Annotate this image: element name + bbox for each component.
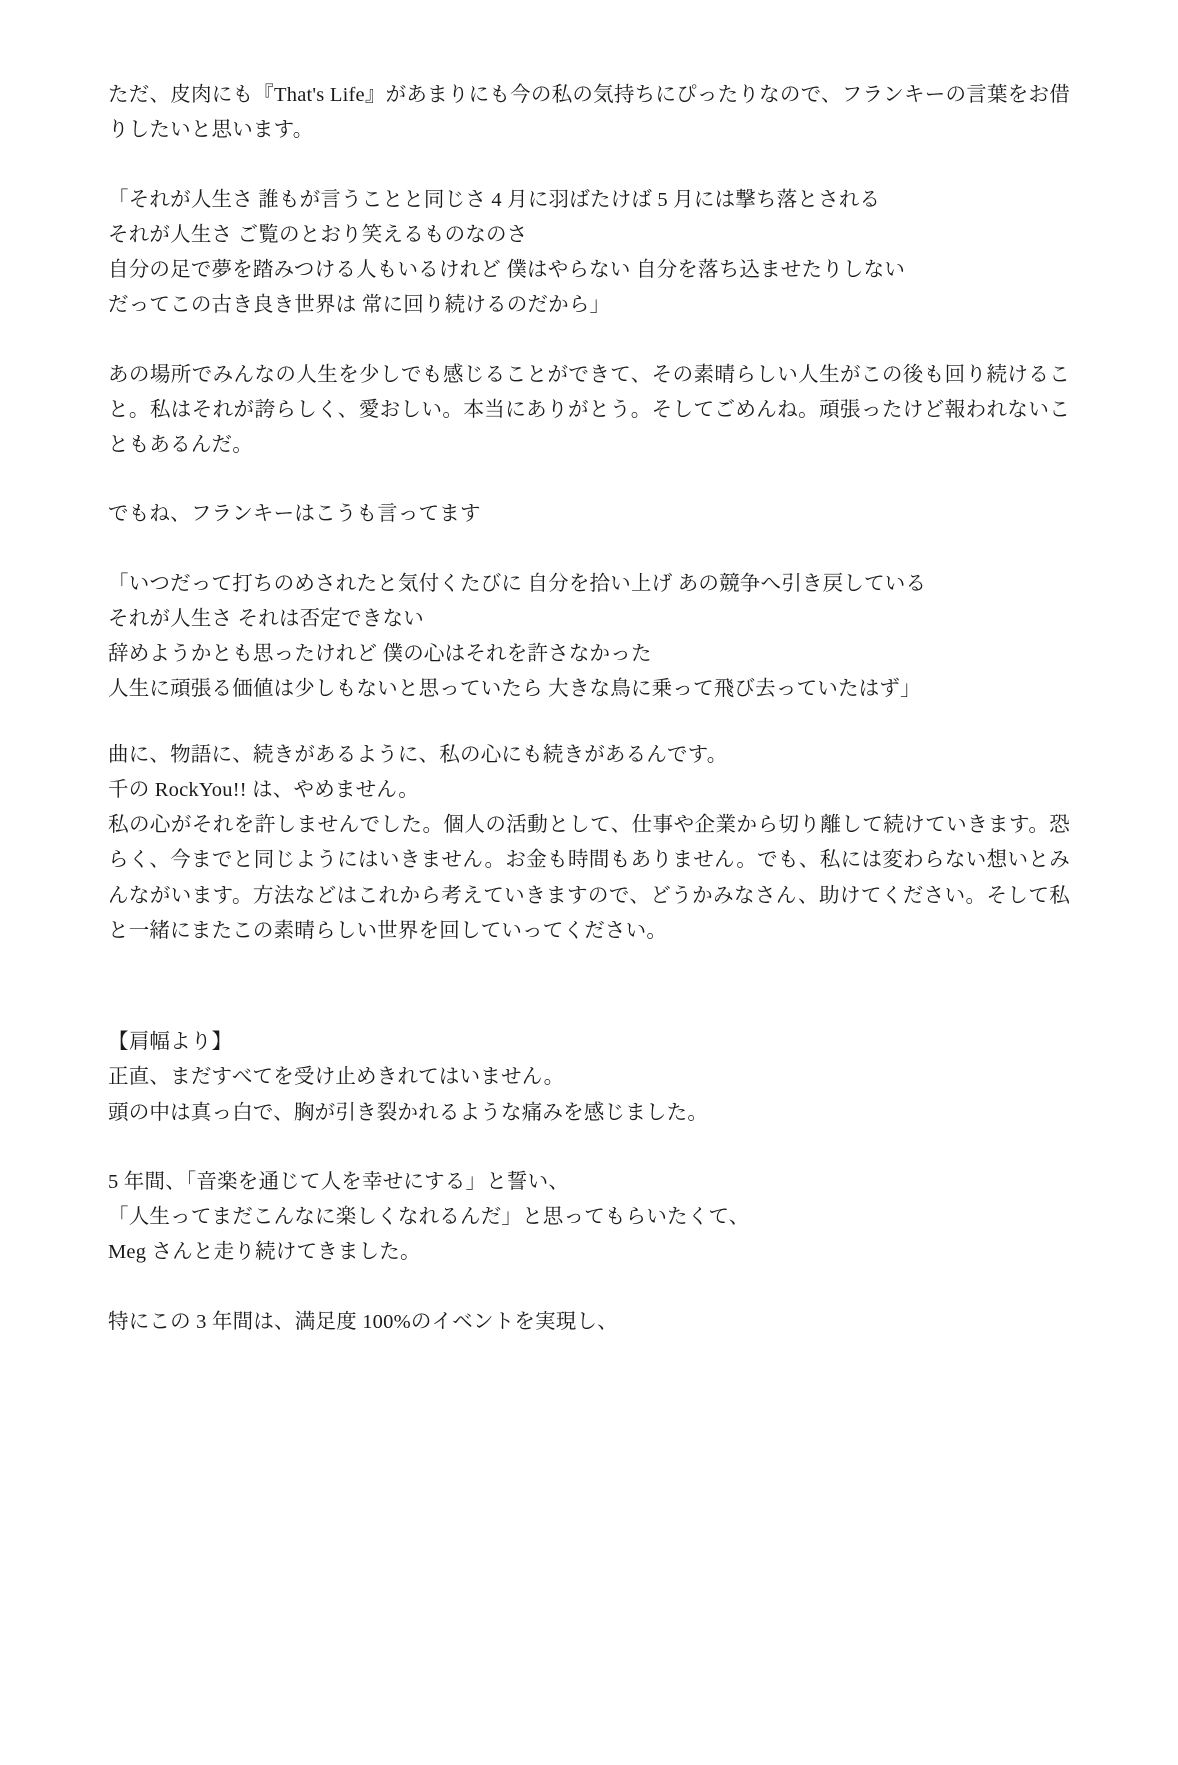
paragraph-spacer: [108, 1131, 1070, 1165]
text-line: 自分の足で夢を踏みつける人もいるけれど 僕はやらない 自分を落ち込ませたりしない: [108, 259, 906, 281]
text-line: 千の RockYou!! は、やめません。: [108, 778, 419, 801]
text-line: 頭の中は真っ白で、胸が引き裂かれるような痛みを感じました。: [108, 1101, 709, 1124]
text-line: 「人生ってまだこんなに楽しくなれるんだ」と思ってもらいたくて、: [108, 1206, 750, 1228]
intro-paragraph: [108, 78, 1070, 149]
text-line: 特にこの 3 年間は、満足度 100%のイベントを実現し、: [108, 1310, 618, 1333]
paragraph-text: ただ、皮肉にも『That's Life』があまりにも今の私の気持ちにぴったりなので、フランキーの言葉をお借りしたいと思います。: [108, 84, 1070, 142]
text-line: 【肩幅より】: [108, 1031, 233, 1053]
paragraph-spacer: [108, 149, 1070, 183]
document-body: [108, 78, 1070, 1340]
text-line: 辞めようかとも思ったけれど 僕の心はそれを許さなかった: [108, 643, 652, 665]
text-line: それが人生さ ご覧のとおり笑えるものなのさ: [108, 223, 528, 246]
paragraph-spacer: [108, 1271, 1070, 1305]
three-years-line: [108, 1305, 1070, 1340]
text-line: 「それが人生さ 誰もが言うことと同じさ 4 月に羽ばたけば 5 月には撃ち落とされる: [108, 188, 881, 211]
continuation-paragraph: [108, 808, 1070, 949]
text-line: 「いつだって打ちのめされたと気付くたびに 自分を拾い上げ あの競争へ引き戻している: [108, 572, 927, 595]
paragraph-text: あの場所でみんなの人生を少しでも感じることができて、その素晴らしい人生がこの後も回り続けること。私はそれが誇らしく、愛おしい。本当にありがとう。そしてごめんね。頑張ったけど報われないこともあるんだ。: [108, 363, 1070, 456]
paragraph-spacer: [108, 324, 1070, 358]
text-line: 曲に、物語に、続きがあるように、私の心にも続きがあるんです。: [108, 743, 728, 766]
five-years-section: [108, 1165, 1070, 1271]
paragraph-text: 私の心がそれを許しませんでした。個人の活動として、仕事や企業から切り離して続けていきます。恐らく、今までと同じようにはいきません。お金も時間もありません。でも、私には変わらない想いとみんながいます。方法などはこれから考えていきますので、どうかみなさん、助けてください。そして私と一緒にまたこの素晴らしい世界を回していってください。: [108, 814, 1070, 942]
continuation-lines: [108, 738, 1070, 809]
paragraph-spacer: [108, 463, 1070, 497]
text-line: 正直、まだすべてを受け止めきれてはいません。: [108, 1066, 565, 1089]
paragraph-spacer: [108, 949, 1070, 1025]
frankie-intro-line: [108, 497, 1070, 532]
lyrics-quote-two: [108, 567, 1070, 708]
gratitude-paragraph: [108, 358, 1070, 464]
text-line: それが人生さ それは否定できない: [108, 607, 424, 630]
text-line: 5 年間、「音楽を通じて人を幸せにする」と誓い、: [108, 1170, 570, 1193]
text-line: 人生に頑張る価値は少しもないと思っていたら 大きな鳥に乗って飛び去っていたはず」: [108, 678, 921, 701]
text-line: だってこの古き良き世界は 常に回り続けるのだから」: [108, 294, 611, 317]
paragraph-spacer: [108, 708, 1070, 738]
text-line: でもね、フランキーはこうも言ってます: [108, 503, 481, 526]
lyrics-quote-one: [108, 183, 1070, 324]
kataha-section: [108, 1025, 1070, 1131]
paragraph-spacer: [108, 533, 1070, 567]
text-line: Meg さんと走り続けてきました。: [108, 1241, 421, 1264]
